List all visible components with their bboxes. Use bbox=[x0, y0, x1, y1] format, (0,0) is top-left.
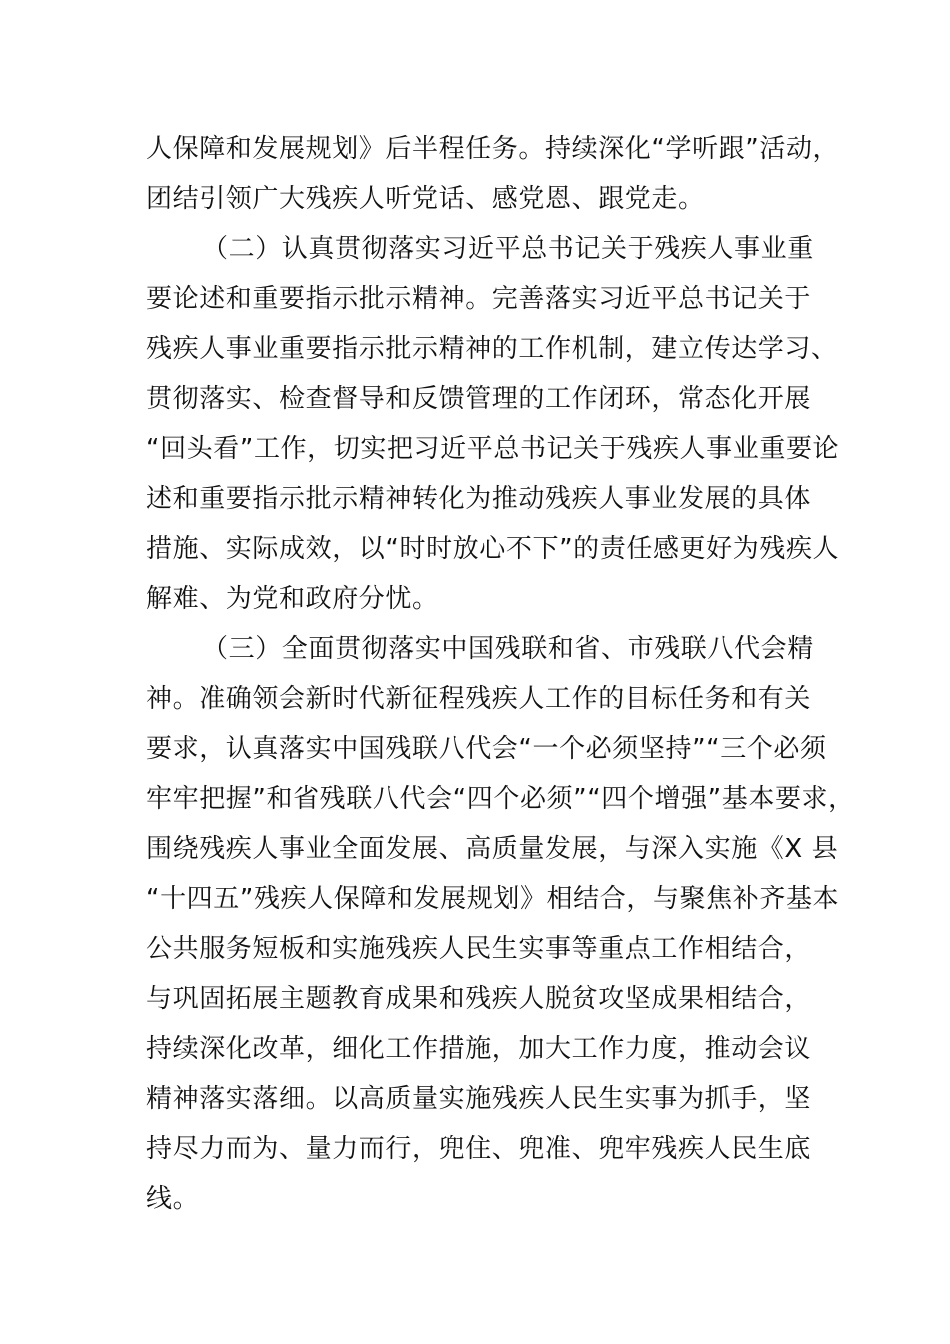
text-line: “十四五”残疾人保障和发展规划》相结合，与聚焦补齐基本 bbox=[146, 884, 840, 914]
text-line: 持续深化改革，细化工作措施，加大工作力度，推动会议 bbox=[146, 1034, 812, 1064]
section-three-heading-line: （三）全面贯彻落实中国残联和省、市残联八代会精 bbox=[202, 634, 814, 664]
text-line: 贯彻落实、检查督导和反馈管理的工作闭环，常态化开展 bbox=[146, 384, 812, 414]
text-line: 公共服务短板和实施残疾人民生实事等重点工作相结合， bbox=[146, 934, 812, 964]
text-line: 线。 bbox=[146, 1184, 200, 1214]
text-line: 持尽力而为、量力而行，兜住、兜准、兜牢残疾人民生底 bbox=[146, 1134, 812, 1164]
section-two-paragraph bbox=[146, 224, 840, 624]
text-line: 团结引领广大残疾人听党话、感党恩、跟党走。 bbox=[146, 184, 705, 214]
section-two-heading-line: （二）认真贯彻落实习近平总书记关于残疾人事业重 bbox=[202, 234, 814, 264]
text-line: 精神落实落细。以高质量实施残疾人民生实事为抓手，坚 bbox=[146, 1084, 812, 1114]
text-line: 要求，认真落实中国残联八代会“一个必须坚持”“三个必须 bbox=[146, 734, 827, 764]
text-line: 残疾人事业重要指示批示精神的工作机制，建立传达学习、 bbox=[146, 334, 838, 364]
text-line: 围绕残疾人事业全面发展、高质量发展，与深入实施《X 县 bbox=[146, 834, 839, 864]
text-line: “回头看”工作，切实把习近平总书记关于残疾人事业重要论 bbox=[146, 434, 840, 464]
text-line: 神。准确领会新时代新征程残疾人工作的目标任务和有关 bbox=[146, 684, 812, 714]
document-body bbox=[146, 124, 855, 1224]
continuation-paragraph bbox=[146, 124, 840, 224]
text-line: 解难、为党和政府分忧。 bbox=[146, 584, 439, 614]
text-line: 述和重要指示批示精神转化为推动残疾人事业发展的具体 bbox=[146, 484, 812, 514]
text-line: 人保障和发展规划》后半程任务。持续深化“学听跟”活动， bbox=[146, 134, 840, 164]
text-line: 要论述和重要指示批示精神。完善落实习近平总书记关于 bbox=[146, 284, 812, 314]
text-line: 措施、实际成效，以“时时放心不下”的责任感更好为残疾人 bbox=[146, 534, 840, 564]
section-three-paragraph bbox=[146, 624, 855, 1224]
text-line: 与巩固拓展主题教育成果和残疾人脱贫攻坚成果相结合， bbox=[146, 984, 812, 1014]
text-line: 牢牢把握”和省残联八代会“四个必须”“四个增强”基本要求， bbox=[146, 784, 855, 814]
